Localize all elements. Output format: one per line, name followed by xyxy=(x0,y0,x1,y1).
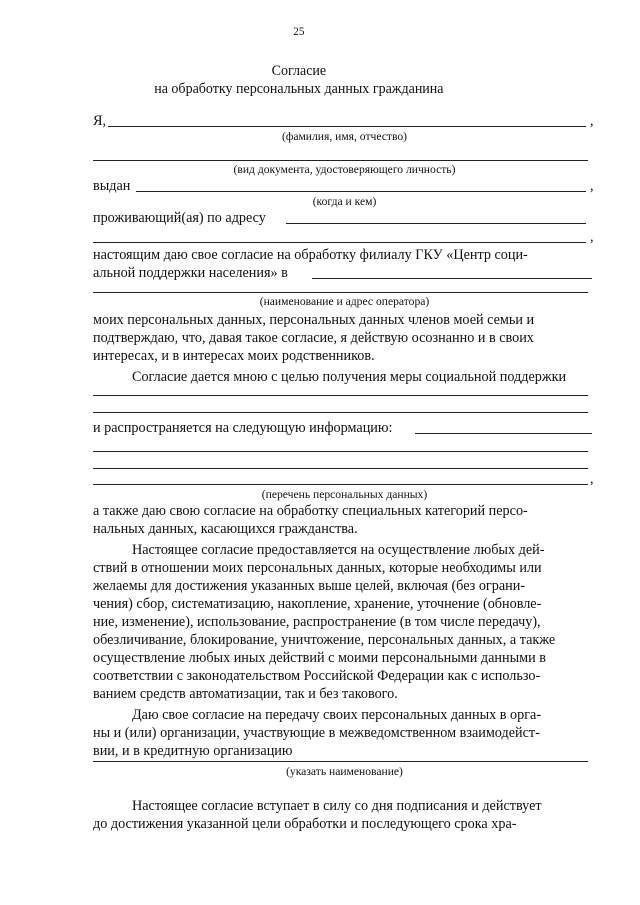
ya-label: Я, xyxy=(93,113,107,129)
operator-line-2: альной поддержки населения» в xyxy=(93,265,288,281)
purpose-field-line-1 xyxy=(93,395,588,396)
info-comma: , xyxy=(590,471,594,487)
p5-line-1: Настоящее согласие вступает в силу со дня подписания и действует xyxy=(132,798,542,814)
p2-line-1: а также даю свою согласие на обработку специальных категорий персо- xyxy=(93,503,528,519)
p1-line-3: интересах, и в интересах моих родственников. xyxy=(93,348,375,364)
p4-line-2: ны и (или) организации, участвующие в межведомственном взаимодейст- xyxy=(93,725,540,741)
kogda-caption: (когда и кем) xyxy=(312,195,377,208)
p1-line-2: подтверждаю, что, давая такое согласие, я действую осознанно и в своих xyxy=(93,330,534,346)
p3-line-7: осуществление любых иных действий с моими персональными данными в xyxy=(93,650,546,666)
doc-field-line xyxy=(93,160,588,161)
address-field-line xyxy=(286,223,586,224)
p3-line-9: ванием средств автоматизации, так и без такового. xyxy=(93,686,398,702)
info-field-line-2 xyxy=(93,451,588,452)
p3-line-1: Настоящее согласие предоставляется на осуществление любых дей- xyxy=(132,542,545,558)
info-line: и распространяется на следующую информацию: xyxy=(93,420,393,436)
document-title: Согласие xyxy=(271,63,327,79)
p1-line-1: моих персональных данных, персональных данных членов моей семьи и xyxy=(93,312,535,328)
p3-line-4: чения) сбор, систематизацию, накопление, хранение, уточнение (обновле- xyxy=(93,596,542,612)
operator-field-line-2 xyxy=(93,292,588,293)
operator-line-1: настоящим даю свое согласие на обработку филиалу ГКУ «Центр соци- xyxy=(93,247,528,263)
ya-comma: , xyxy=(590,113,594,129)
p5-line-2: до достижения указанной цели обработки и последующего срока хра- xyxy=(93,816,517,832)
p3-line-6: обезличивание, блокирование, уничтожение, персональных данных, а также xyxy=(93,632,556,648)
address-field-line-2 xyxy=(93,242,586,243)
p3-line-3: желаемы для достижения указанных выше целей, включая (без ограни- xyxy=(93,578,526,594)
p2-line-2: нальных данных, касающихся гражданства. xyxy=(93,521,358,537)
p4-line-3: вии, и в кредитную организацию xyxy=(93,743,293,759)
purpose-field-line-2 xyxy=(93,412,588,413)
info-field-line-3 xyxy=(93,468,588,469)
fio-field-line xyxy=(108,126,586,127)
doc-caption: (вид документа, удостоверяющего личность) xyxy=(233,163,456,176)
info-field-line-4 xyxy=(93,484,588,485)
vydan-comma: , xyxy=(590,178,594,194)
address-label: проживающий(ая) по адресу xyxy=(93,210,266,226)
address-comma: , xyxy=(590,229,594,245)
fio-caption: (фамилия, имя, отчество) xyxy=(281,130,408,143)
purpose-line: Согласие дается мною с целью получения меры социальной поддержки xyxy=(132,369,567,385)
vydan-label: выдан xyxy=(93,178,131,194)
org-name-field-line xyxy=(93,761,588,762)
vydan-field-line xyxy=(136,191,586,192)
p3-line-5: ние, изменение), использование, распространение (в том числе передачу), xyxy=(93,614,541,630)
operator-field-line xyxy=(312,278,592,279)
list-caption: (перечень персональных данных) xyxy=(261,488,428,501)
name-caption: (указать наименование) xyxy=(286,765,403,778)
page-number: 25 xyxy=(293,24,305,38)
operator-caption: (наименование и адрес оператора) xyxy=(259,295,430,308)
p3-line-8: соответствии с законодательством Российской Федерации как с использо- xyxy=(93,668,541,684)
p4-line-1: Даю свое согласие на передачу своих персональных данных в орга- xyxy=(132,707,542,723)
info-field-line xyxy=(415,433,592,434)
p3-line-2: ствий в отношении моих персональных данных, которые необходимы или xyxy=(93,560,542,576)
document-subtitle: на обработку персональных данных гражданина xyxy=(154,81,444,97)
